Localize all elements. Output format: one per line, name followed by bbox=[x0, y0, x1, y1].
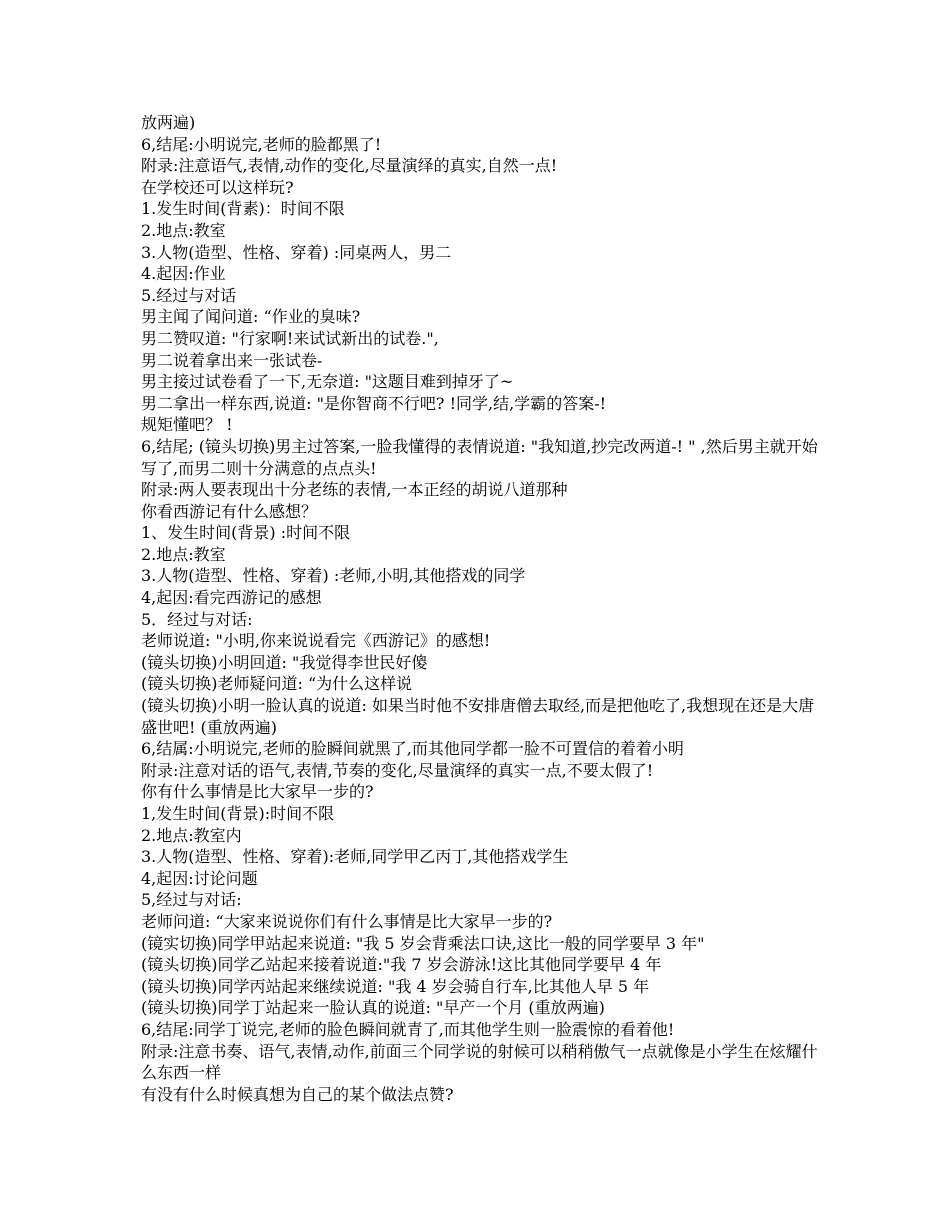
section-heading: 在学校还可以这样玩? bbox=[141, 177, 294, 197]
text-line: 5.经过与对话 bbox=[141, 285, 237, 305]
text-line: 2.地点:教室 bbox=[141, 544, 226, 564]
text-line: (镜头切换)小明一脸认真的说道: 如果当时他不安排唐僧去取经,而是把他吃了,我想现在还是大唐盛世吧! (重放两遍) bbox=[141, 696, 815, 737]
text-line: 4,起因:看完西游记的感想 bbox=[141, 588, 322, 608]
text-line: 3.人物(造型、性格、穿着) :同桌两人，男二 bbox=[141, 242, 452, 262]
text-line: 男主闻了闻问道: “作业的臭味? bbox=[141, 307, 361, 327]
text-line: 3.人物(造型、性格、穿着):老师,同学甲乙丙丁,其他搭戏学生 bbox=[141, 847, 569, 867]
text-line: 老师说道: "小明,你来说说看完《西游记》的感想! bbox=[141, 631, 491, 651]
text-line: 1、发生时间(背景) :时间不限 bbox=[141, 523, 351, 543]
text-line: (镜头切换)同学丁站起来一脸认真的说道: "早产一个月 (重放两遍) bbox=[141, 998, 605, 1018]
section-heading: 你看西游记有什么感想？ bbox=[141, 501, 318, 521]
text-line: 4,起因:讨论问题 bbox=[141, 868, 258, 888]
text-line: 4.起因:作业 bbox=[141, 264, 226, 284]
text-line: 6,结尾; (镜头切换)男主过答案,一脸我懂得的表情说道: "我知道,抄完改两道-! " ,然后男主就开始写了,而男二则十分满意的点点头! bbox=[141, 436, 818, 478]
text-line: 附录:注意语气,表情,动作的变化,尽量演绎的真实,自然一点! bbox=[141, 156, 558, 176]
text-line: 男二说着拿出来一张试卷- bbox=[141, 350, 323, 370]
text-line: 6,结属:小明说完,老师的脸瞬间就黑了,而其他同学都一脸不可置信的着着小明 bbox=[141, 739, 684, 759]
text-line: 5,经过与对话: bbox=[141, 890, 242, 910]
text-line: 规矩懂吧？ ! bbox=[141, 415, 233, 435]
text-line: 5．经过与对话: bbox=[141, 609, 253, 629]
text-line: 男二赞叹道: "行家啊!来试试新出的试卷.", bbox=[141, 328, 439, 348]
text-line: 6,结尾:小明说完,老师的脸都黑了! bbox=[141, 134, 382, 154]
text-line: (镜实切换)同学甲站起来说道: "我 5 岁会背乘法口诀,这比一般的同学要早 3 年" bbox=[141, 933, 705, 953]
text-line: 2.地点:教室 bbox=[141, 220, 226, 240]
section-heading: 你有什么事情是比大家早一步的? bbox=[141, 782, 374, 802]
text-line: 2.地点:教室内 bbox=[141, 825, 242, 845]
text-line: 老师问道: “大家来说说你们有什么事情是比大家早一步的? bbox=[141, 911, 553, 931]
text-line: 6,结尾:同学丁说完,老师的脸色瞬间就青了,而其他学生则一脸震惊的看着他! bbox=[141, 1019, 675, 1039]
text-line: (镜头切换)同学丙站起来继续说道: "我 4 岁会骑自行车,比其他人早 5 年 bbox=[141, 976, 650, 996]
text-line: 附录:注意对话的语气,表情,节奏的变化,尽量演绎的真实一点,不要太假了! bbox=[141, 760, 654, 780]
text-line: 放两遍) bbox=[141, 113, 196, 132]
text-line: 1.发生时间(背素)：时间不限 bbox=[141, 199, 345, 219]
text-line: (镜头切换)小明回道: "我觉得李世民好傻 bbox=[141, 652, 428, 672]
text-line: (镜头切换)同学乙站起来接着说道:"我 7 岁会游泳!这比其他同学要早 4 年 bbox=[141, 955, 662, 975]
document-body bbox=[141, 112, 821, 1105]
text-line: 男二拿出一样东西,说道: "是你智商不行吧? !同学,结,学霸的答案-! bbox=[141, 393, 607, 413]
text-line: 3.人物(造型、性格、穿着) :老师,小明,其他搭戏的同学 bbox=[141, 566, 526, 586]
text-line: 男主接过试卷看了一下,无奈道: "这题目难到掉牙了~ bbox=[141, 372, 514, 392]
text-line: 1,发生时间(背景):时间不限 bbox=[141, 804, 335, 823]
text-line: 附录:注意书奏、语气,表情,动作,前面三个同学说的射候可以稍稍傲气一点就像是小学生在炫耀什么东西一样 bbox=[141, 1041, 818, 1083]
section-heading: 有没有什么时候真想为自己的某个做法点赞? bbox=[141, 1084, 454, 1104]
text-line: 附录:两人要表现出十分老练的表情,一本正经的胡说八道那种 bbox=[141, 480, 568, 500]
text-line: (镜头切换)老师疑问道: “为什么这样说 bbox=[141, 674, 413, 694]
